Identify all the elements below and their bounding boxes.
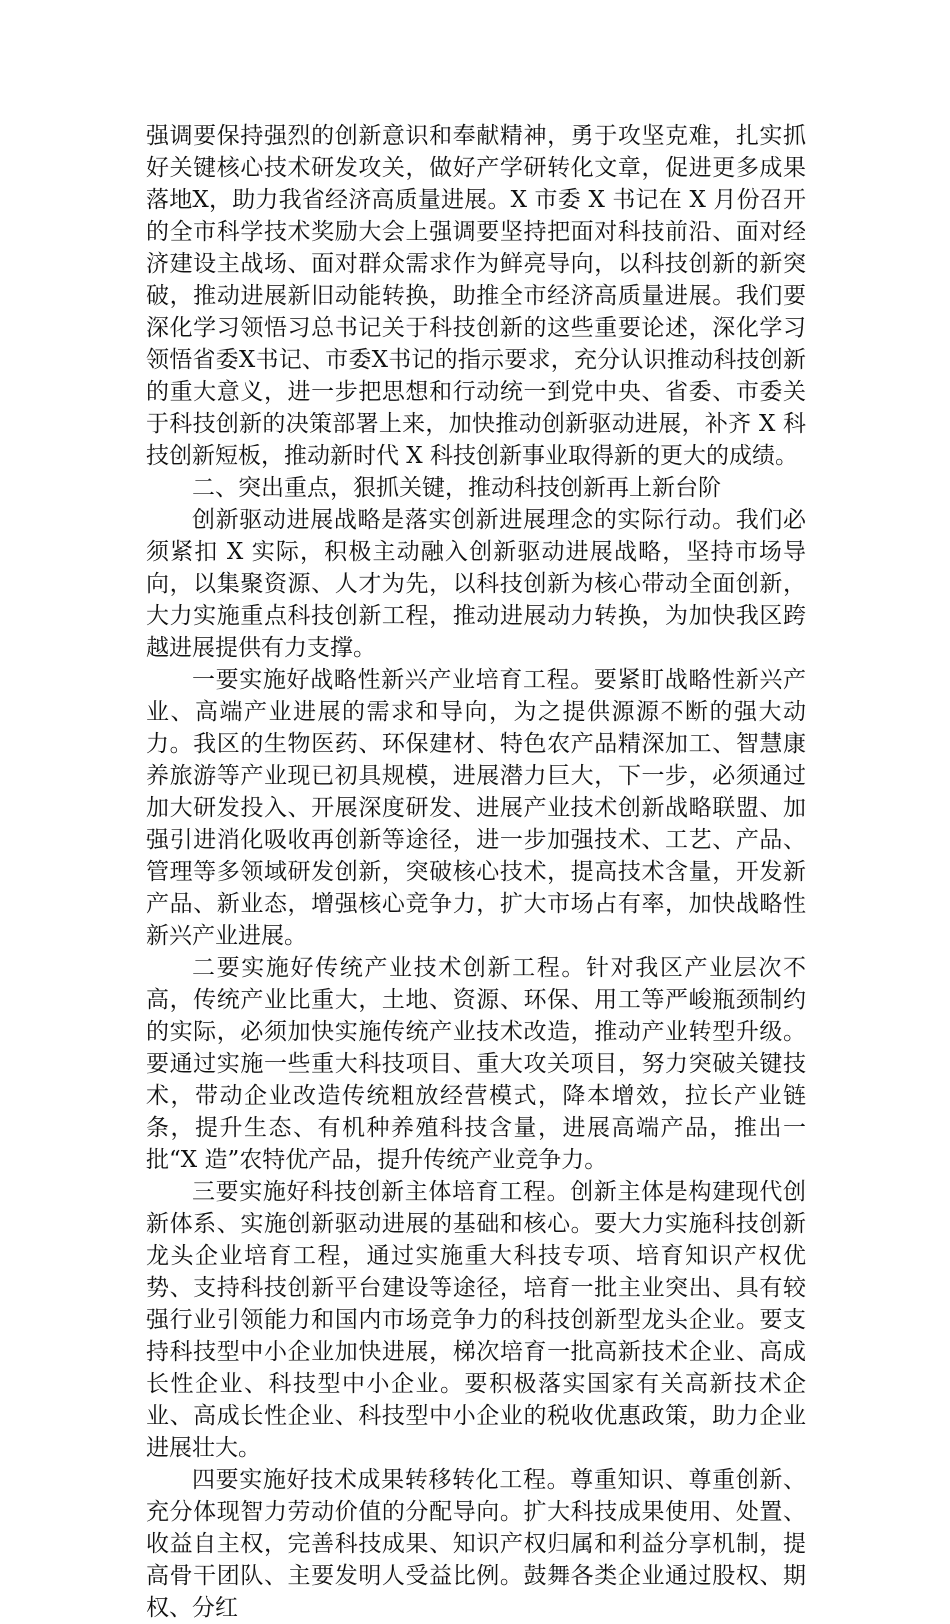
section-heading: 二、突出重点，狠抓关键，推动科技创新再上新台阶 (192, 475, 721, 501)
body-paragraph: 三要实施好科技创新主体培育工程。创新主体是构建现代创新体系、实施创新驱动进展的基础和核心。要大力实施科技创新龙头企业培育工程，通过实施重大科技专项、培育知识产权优势、支持科技创新平台建设等途径，培育一批主业突出、具有较强行业引领能力和国内市场竞争力的科技创新型龙头企业。要支持科技型中小企业加快进展，梯次培育一批高新技术企业、高成长性企业、科技型中小企业。要积极落实国家有关高新技术企业、高成长性企业、科技型中小企业的税收优惠政策，助力企业进展壮大。 (146, 1179, 806, 1461)
document-page (146, 120, 806, 1624)
body-paragraph: 一要实施好战略性新兴产业培育工程。要紧盯战略性新兴产业、高端产业进展的需求和导向，为之提供源源不断的强大动力。我区的生物医药、环保建材、特色农产品精深加工、智慧康养旅游等产业现已初具规模，进展潜力巨大，下一步，必须通过加大研发投入、开展深度研发、进展产业技术创新战略联盟、加强引进消化吸收再创新等途径，进一步加强技术、工艺、产品、管理等多领域研发创新，突破核心技术，提高技术含量，开发新产品、新业态，增强核心竞争力，扩大市场占有率，加快战略性新兴产业进展。 (146, 667, 806, 949)
body-paragraph: 四要实施好技术成果转移转化工程。尊重知识、尊重创新、充分体现智力劳动价值的分配导向。扩大科技成果使用、处置、收益自主权，完善科技成果、知识产权归属和利益分享机制，提高骨干团队、主要发明人受益比例。鼓舞各类企业通过股权、期权、分红 (146, 1467, 806, 1621)
body-paragraph: 创新驱动进展战略是落实创新进展理念的实际行动。我们必须紧扣 X 实际，积极主动融入创新驱动进展战略，坚持市场导向，以集聚资源、人才为先，以科技创新为核心带动全面创新，大力实施重点科技创新工程，推动进展动力转换，为加快我区跨越进展提供有力支撑。 (146, 507, 806, 661)
body-paragraph: 二要实施好传统产业技术创新工程。针对我区产业层次不高，传统产业比重大，土地、资源、环保、用工等严峻瓶颈制约的实际，必须加快实施传统产业技术改造，推动产业转型升级。要通过实施一些重大科技项目、重大攻关项目，努力突破关键技术，带动企业改造传统粗放经营模式，降本增效，拉长产业链条，提升生态、有机种养殖科技含量，进展高端产品，推出一批“X 造”农特优产品，提升传统产业竞争力。 (146, 955, 806, 1173)
body-paragraph: 强调要保持强烈的创新意识和奉献精神，勇于攻坚克难，扎实抓好关键核心技术研发攻关，做好产学研转化文章，促进更多成果落地X，助力我省经济高质量进展。X 市委 X 书记在 X 月份召开的全市科学技术奖励大会上强调要坚持把面对科技前沿、面对经济建设主战场、面对群众需求作为鲜亮导向，以科技创新的新突破，推动进展新旧动能转换，助推全市经济高质量进展。我们要深化学习领悟习总书记关于科技创新的这些重要论述，深化学习领悟省委X书记、市委X书记的指示要求，充分认识推动科技创新的重大意义，进一步把思想和行动统一到党中央、省委、市委关于科技创新的决策部署上来，加快推动创新驱动进展，补齐 X 科技创新短板，推动新时代 X 科技创新事业取得新的更大的成绩。 (146, 123, 806, 469)
